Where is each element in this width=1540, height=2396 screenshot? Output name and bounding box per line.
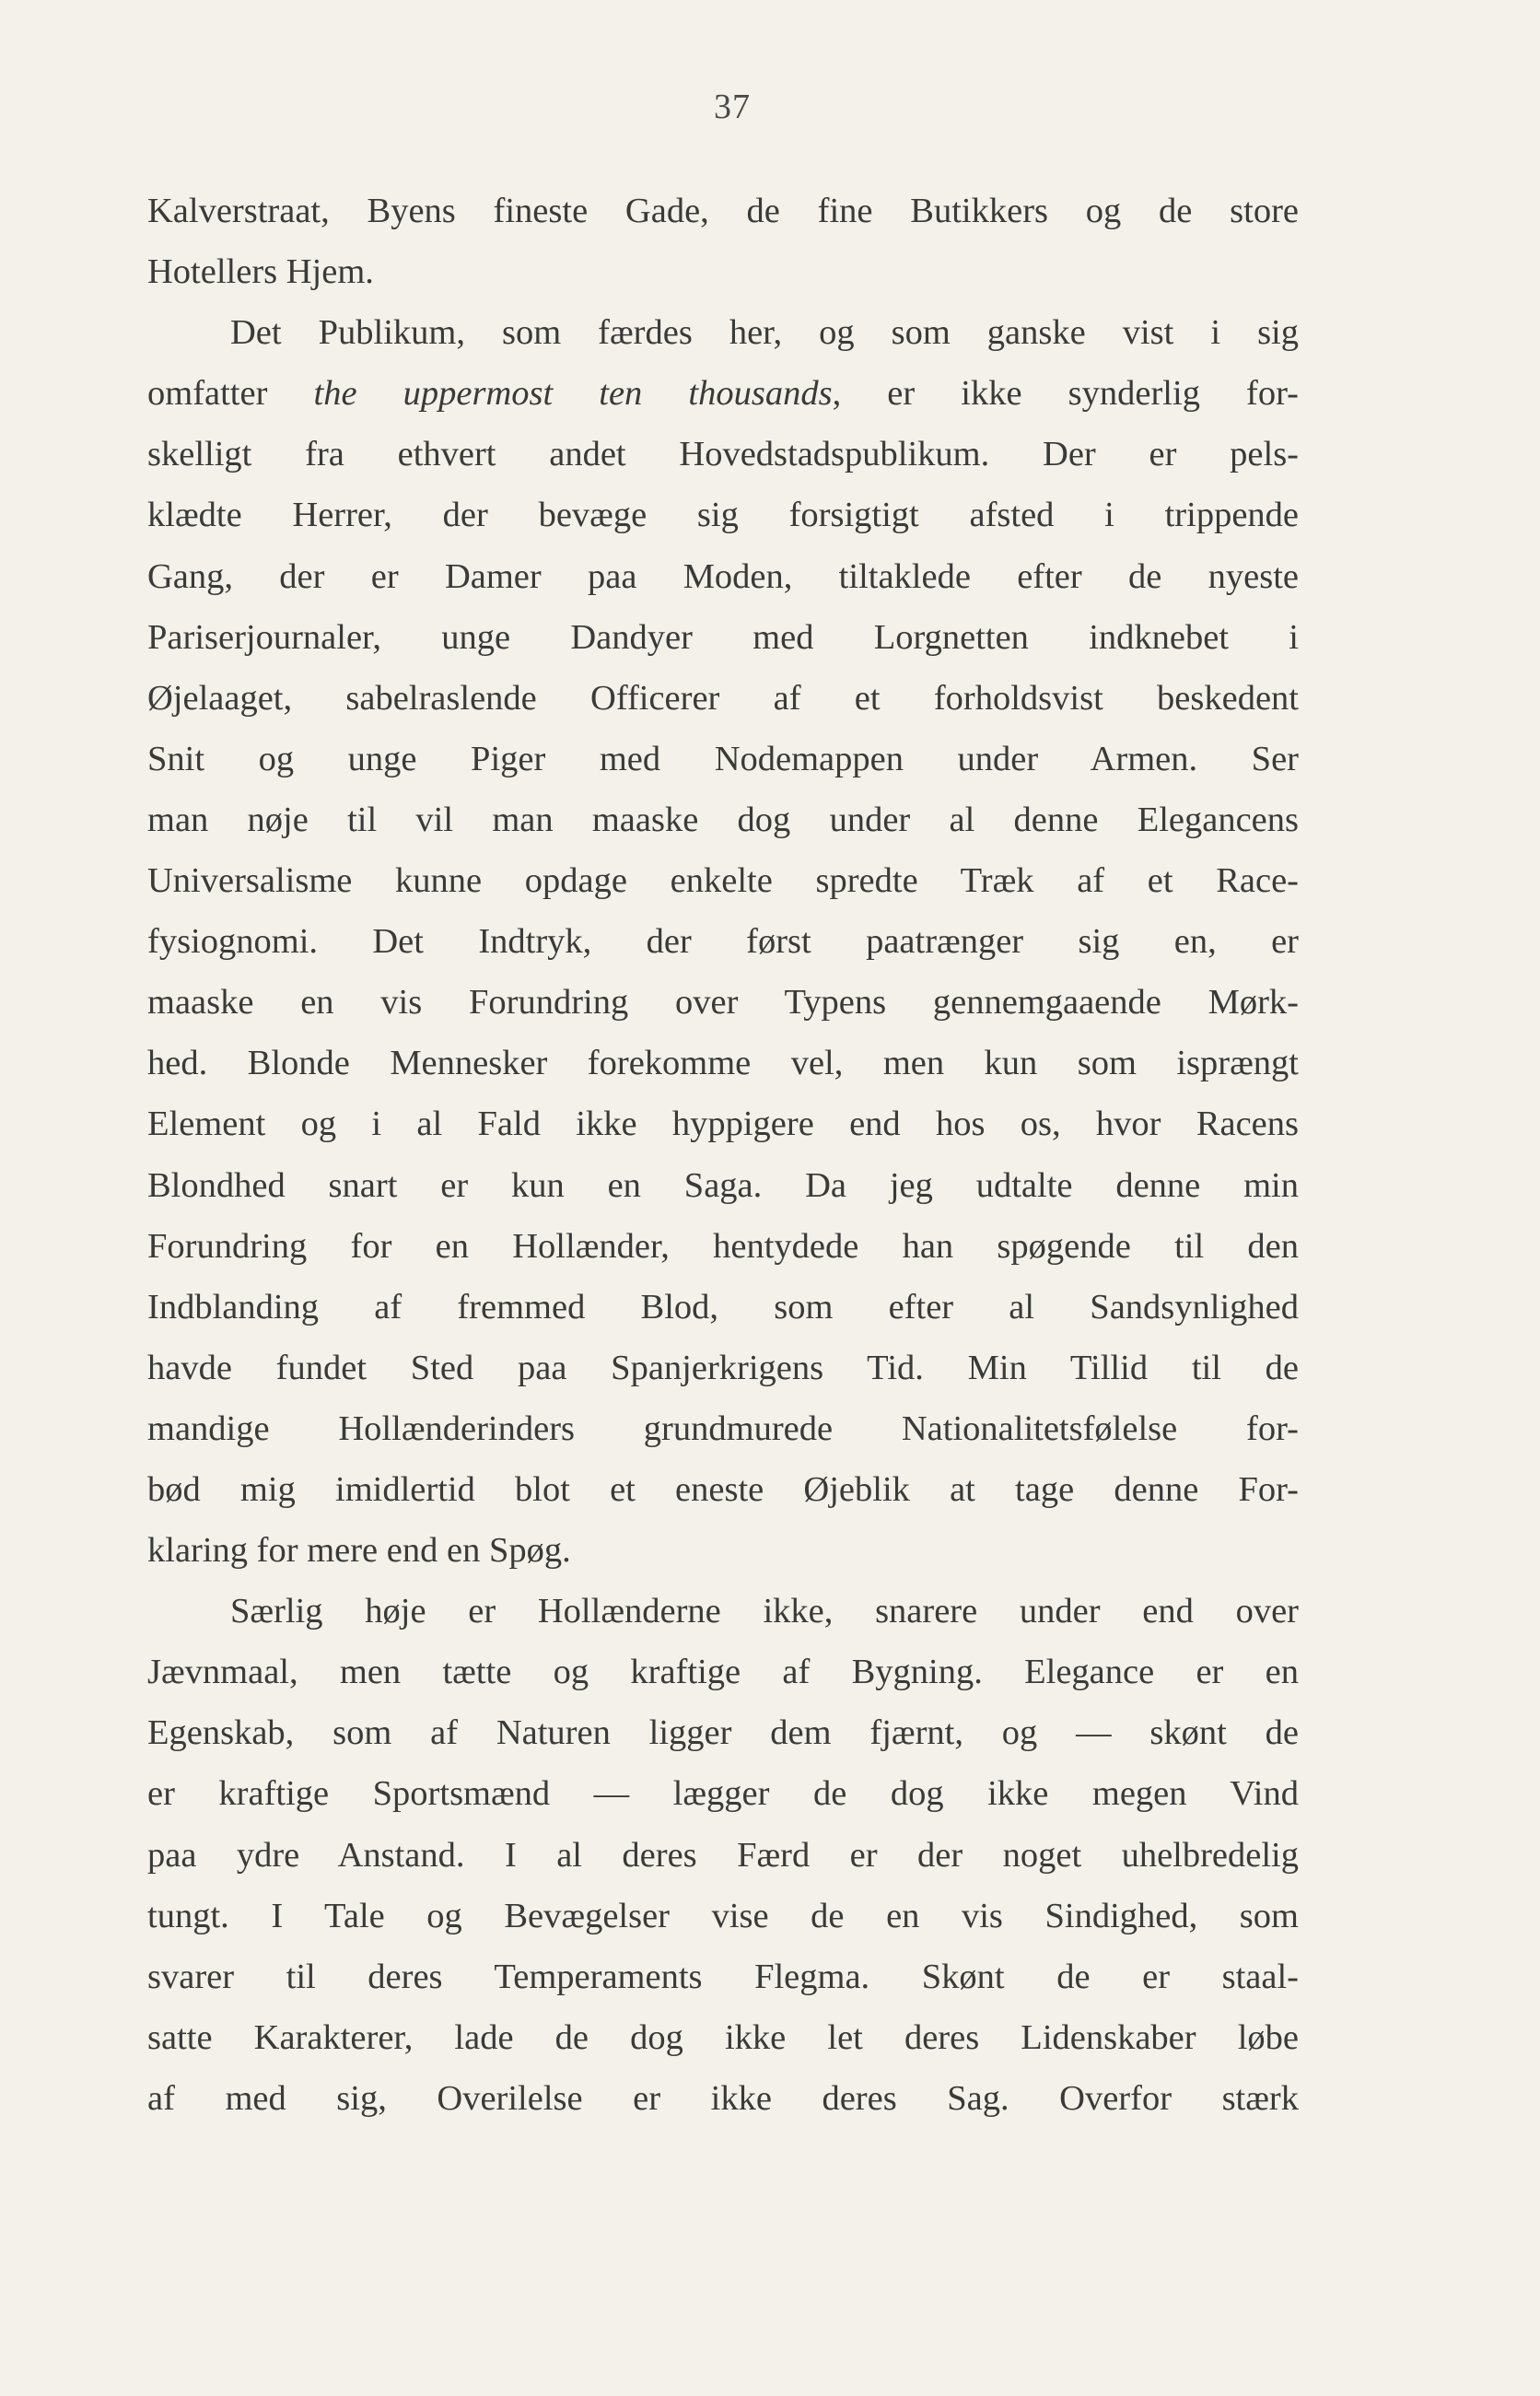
- paragraph: [147, 302, 1299, 1581]
- text-line: havde fundet Sted paa Spanjerkrigens Tid. Min Tillid til de: [147, 1348, 1299, 1387]
- text-line: [147, 363, 1299, 424]
- text-line: Kalverstraat, Byens fineste Gade, de fine Butikkers og de store: [147, 192, 1299, 230]
- body-text: [147, 181, 1299, 2129]
- text-line: bød mig imidlertid blot et eneste Øjeblik at tage denne For-: [147, 1469, 1299, 1509]
- text-line: Element og i al Fald ikke hyppigere end hos os, hvor Racens: [147, 1104, 1299, 1144]
- page-number: 37: [714, 88, 751, 126]
- text-line: svarer til deres Temperaments Flegma. Skønt de er staal-: [147, 1957, 1299, 1996]
- text-line: man nøje til vil man maaske dog under al denne Elegancens: [147, 800, 1299, 839]
- text-line: Gang, der er Damer paa Moden, tiltaklede efter de nyeste: [147, 556, 1299, 596]
- text-line: er kraftige Sportsmænd — lægger de dog ikke megen Vind: [147, 1774, 1299, 1814]
- text-line: Jævnmaal, men tætte og kraftige af Bygning. Elegance er en: [147, 1653, 1299, 1692]
- text-line: paa ydre Anstand. I al deres Færd er der noget uhelbredelig: [147, 1835, 1299, 1875]
- text-line: Det Publikum, som færdes her, og som ganske vist i sig: [230, 313, 1299, 353]
- text-line: Egenskab, som af Naturen ligger dem fjærnt, og — skønt de: [147, 1713, 1299, 1753]
- paragraph: [147, 181, 1299, 302]
- paragraph: [147, 1581, 1299, 2129]
- text-line: Øjelaaget, sabelraslende Officerer af et forholdsvist beskedent: [147, 678, 1299, 718]
- text-fragment: , er ikke synderlig for-: [832, 374, 1299, 414]
- text-line: af med sig, Overilelse er ikke deres Sag. Overfor stærk: [147, 2078, 1299, 2118]
- text-line: Universalisme kunne opdage enkelte spredte Træk af et Race-: [147, 861, 1299, 901]
- text-line: Forundring for en Hollænder, hentydede han spøgende til den: [147, 1226, 1299, 1266]
- text-line: Pariserjournaler, unge Dandyer med Lorgnetten indknebet i: [147, 617, 1299, 657]
- text-line: satte Karakterer, lade de dog ikke let deres Lidenskaber løbe: [147, 2017, 1299, 2057]
- text-line: tungt. I Tale og Bevægelser vise de en vis Sindighed, som: [147, 1896, 1299, 1935]
- text-fragment: omfatter: [147, 374, 314, 414]
- text-line: Indblanding af fremmed Blod, som efter al Sandsynlighed: [147, 1287, 1299, 1327]
- text-line: maaske en vis Forundring over Typens gennemgaaende Mørk-: [147, 983, 1299, 1023]
- text-line: skelligt fra ethvert andet Hovedstadspublikum. Der er pels-: [147, 435, 1299, 474]
- text-line: Blondhed snart er kun en Saga. Da jeg udtalte denne min: [147, 1165, 1299, 1205]
- text-line: mandige Hollænderinders grundmurede Nationalitetsfølelse for-: [147, 1408, 1299, 1448]
- text-line: Hotellers Hjem.: [147, 252, 374, 292]
- text-line: klaring for mere end en Spøg.: [147, 1531, 571, 1571]
- text-line: klædte Herrer, der bevæge sig forsigtigt afsted i trippende: [147, 496, 1299, 535]
- text-line: Snit og unge Piger med Nodemappen under Armen. Ser: [147, 739, 1299, 778]
- italic-phrase: the uppermost ten thousands: [313, 374, 833, 414]
- text-line: hed. Blonde Mennesker forekomme vel, men kun som isprængt: [147, 1044, 1299, 1083]
- text-line: fysiognomi. Det Indtryk, der først paatrænger sig en, er: [147, 922, 1299, 962]
- text-line: Særlig høje er Hollænderne ikke, snarere under end over: [230, 1592, 1299, 1631]
